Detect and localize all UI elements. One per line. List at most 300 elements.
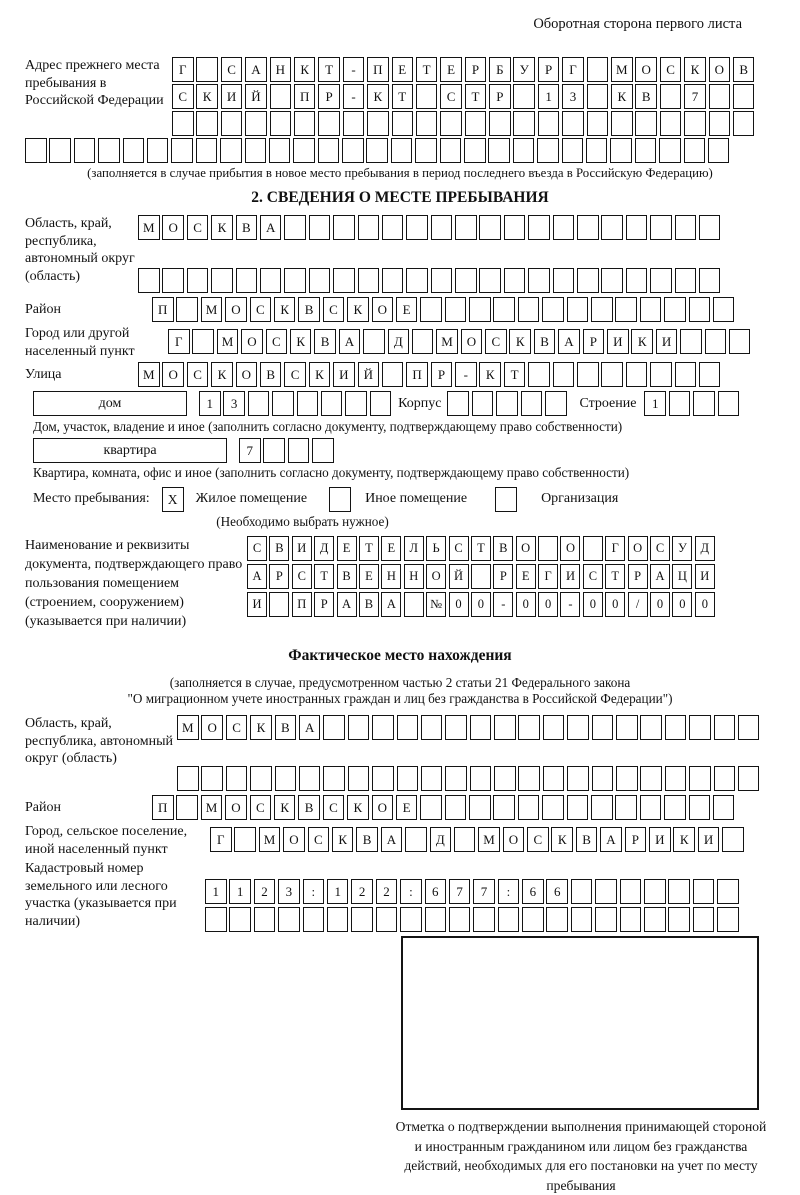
- char-box[interactable]: [416, 111, 438, 136]
- char-box[interactable]: [288, 438, 310, 463]
- char-box[interactable]: К: [309, 362, 331, 387]
- char-box[interactable]: [518, 297, 540, 322]
- char-box[interactable]: [650, 215, 672, 240]
- char-box[interactable]: М: [201, 795, 223, 820]
- char-box[interactable]: [680, 329, 702, 354]
- char-box[interactable]: [172, 111, 194, 136]
- char-box[interactable]: С: [440, 84, 462, 109]
- char-box[interactable]: [722, 827, 744, 852]
- char-box[interactable]: [567, 795, 589, 820]
- char-box[interactable]: С: [250, 795, 272, 820]
- char-box[interactable]: [275, 766, 297, 791]
- char-box[interactable]: А: [247, 564, 267, 589]
- char-box[interactable]: Р: [493, 564, 513, 589]
- char-box[interactable]: Й: [245, 84, 267, 109]
- char-box[interactable]: [689, 297, 711, 322]
- char-box[interactable]: [660, 111, 682, 136]
- char-box[interactable]: А: [600, 827, 622, 852]
- char-box[interactable]: [366, 138, 388, 163]
- char-box[interactable]: Н: [270, 57, 292, 82]
- char-box[interactable]: [405, 827, 427, 852]
- char-box[interactable]: В: [337, 564, 357, 589]
- char-box[interactable]: [343, 111, 365, 136]
- char-box[interactable]: [650, 362, 672, 387]
- char-box[interactable]: [294, 111, 316, 136]
- char-box[interactable]: [421, 766, 443, 791]
- char-box[interactable]: М: [201, 297, 223, 322]
- char-box[interactable]: К: [551, 827, 573, 852]
- char-box[interactable]: [586, 138, 608, 163]
- char-box[interactable]: Е: [396, 795, 418, 820]
- char-box[interactable]: В: [269, 536, 289, 561]
- char-box[interactable]: К: [211, 362, 233, 387]
- char-box[interactable]: 6: [546, 879, 568, 904]
- char-box[interactable]: [498, 907, 520, 932]
- char-box[interactable]: [543, 715, 565, 740]
- char-box[interactable]: [665, 715, 687, 740]
- char-box[interactable]: С: [187, 215, 209, 240]
- char-box[interactable]: -: [343, 57, 365, 82]
- char-box[interactable]: В: [236, 215, 258, 240]
- char-box[interactable]: М: [138, 362, 160, 387]
- char-box[interactable]: [469, 795, 491, 820]
- char-box[interactable]: [714, 715, 736, 740]
- char-box[interactable]: [177, 766, 199, 791]
- char-box[interactable]: [192, 329, 214, 354]
- char-box[interactable]: М: [478, 827, 500, 852]
- char-box[interactable]: В: [534, 329, 556, 354]
- char-box[interactable]: И: [656, 329, 678, 354]
- char-box[interactable]: Е: [392, 57, 414, 82]
- char-box[interactable]: 1: [205, 879, 227, 904]
- char-box[interactable]: О: [516, 536, 536, 561]
- char-box[interactable]: [528, 268, 550, 293]
- char-box[interactable]: [445, 795, 467, 820]
- char-box[interactable]: Р: [314, 592, 334, 617]
- char-box[interactable]: [709, 84, 731, 109]
- char-box[interactable]: [138, 268, 160, 293]
- char-box[interactable]: Р: [431, 362, 453, 387]
- char-box[interactable]: [196, 57, 218, 82]
- char-box[interactable]: [250, 766, 272, 791]
- char-box[interactable]: [263, 438, 285, 463]
- char-box[interactable]: [493, 297, 515, 322]
- char-box[interactable]: [245, 138, 267, 163]
- char-box[interactable]: В: [635, 84, 657, 109]
- char-box[interactable]: [416, 84, 438, 109]
- char-box[interactable]: [626, 268, 648, 293]
- char-box[interactable]: [542, 297, 564, 322]
- char-box[interactable]: [272, 391, 294, 416]
- char-box[interactable]: [397, 766, 419, 791]
- char-box[interactable]: [587, 111, 609, 136]
- char-box[interactable]: А: [299, 715, 321, 740]
- char-box[interactable]: Д: [314, 536, 334, 561]
- char-box[interactable]: 1: [229, 879, 251, 904]
- char-box[interactable]: Т: [314, 564, 334, 589]
- char-box[interactable]: С: [527, 827, 549, 852]
- char-box[interactable]: [518, 795, 540, 820]
- char-box[interactable]: 3: [562, 84, 584, 109]
- char-box[interactable]: П: [294, 84, 316, 109]
- char-box[interactable]: [626, 362, 648, 387]
- char-box[interactable]: [449, 907, 471, 932]
- char-box[interactable]: 2: [254, 879, 276, 904]
- char-box[interactable]: [49, 138, 71, 163]
- char-box[interactable]: А: [260, 215, 282, 240]
- char-box[interactable]: [382, 268, 404, 293]
- char-box[interactable]: [425, 907, 447, 932]
- char-box[interactable]: В: [356, 827, 378, 852]
- char-box[interactable]: С: [660, 57, 682, 82]
- char-box[interactable]: Р: [489, 84, 511, 109]
- char-box[interactable]: :: [303, 879, 325, 904]
- char-box[interactable]: [196, 138, 218, 163]
- char-box[interactable]: [543, 766, 565, 791]
- char-box[interactable]: [431, 215, 453, 240]
- char-box[interactable]: С: [221, 57, 243, 82]
- char-box[interactable]: К: [367, 84, 389, 109]
- char-box[interactable]: К: [211, 215, 233, 240]
- char-box[interactable]: И: [560, 564, 580, 589]
- char-box[interactable]: К: [274, 795, 296, 820]
- char-box[interactable]: [567, 297, 589, 322]
- char-box[interactable]: [640, 766, 662, 791]
- char-box[interactable]: [303, 907, 325, 932]
- char-box[interactable]: [397, 715, 419, 740]
- char-box[interactable]: /: [628, 592, 648, 617]
- char-box[interactable]: [372, 766, 394, 791]
- char-box[interactable]: В: [260, 362, 282, 387]
- char-box[interactable]: Р: [318, 84, 340, 109]
- char-box[interactable]: 6: [522, 879, 544, 904]
- char-box[interactable]: О: [162, 215, 184, 240]
- char-box[interactable]: 7: [473, 879, 495, 904]
- char-box[interactable]: [664, 795, 686, 820]
- char-box[interactable]: [348, 766, 370, 791]
- char-box[interactable]: -: [560, 592, 580, 617]
- char-box[interactable]: [693, 391, 715, 416]
- char-box[interactable]: [269, 592, 289, 617]
- char-box[interactable]: [445, 715, 467, 740]
- char-box[interactable]: [455, 268, 477, 293]
- char-box[interactable]: Г: [172, 57, 194, 82]
- char-box[interactable]: В: [359, 592, 379, 617]
- char-box[interactable]: [601, 268, 623, 293]
- char-box[interactable]: [518, 766, 540, 791]
- char-box[interactable]: [504, 215, 526, 240]
- char-box[interactable]: -: [455, 362, 477, 387]
- char-box[interactable]: С: [449, 536, 469, 561]
- char-box[interactable]: [705, 329, 727, 354]
- char-box[interactable]: :: [400, 879, 422, 904]
- char-box[interactable]: [479, 268, 501, 293]
- char-box[interactable]: [98, 138, 120, 163]
- char-box[interactable]: 3: [278, 879, 300, 904]
- char-box[interactable]: [358, 215, 380, 240]
- char-box[interactable]: О: [201, 715, 223, 740]
- char-box[interactable]: [620, 907, 642, 932]
- char-box[interactable]: Е: [440, 57, 462, 82]
- char-box[interactable]: [220, 138, 242, 163]
- char-box[interactable]: [245, 111, 267, 136]
- char-box[interactable]: [162, 268, 184, 293]
- char-box[interactable]: [455, 215, 477, 240]
- char-box[interactable]: [488, 138, 510, 163]
- char-box[interactable]: [693, 907, 715, 932]
- char-box[interactable]: [567, 715, 589, 740]
- char-box[interactable]: [635, 138, 657, 163]
- char-box[interactable]: -: [493, 592, 513, 617]
- char-box[interactable]: [278, 907, 300, 932]
- char-box[interactable]: [583, 536, 603, 561]
- char-box[interactable]: [494, 766, 516, 791]
- char-box[interactable]: 0: [605, 592, 625, 617]
- char-box[interactable]: [738, 766, 760, 791]
- char-box[interactable]: [312, 438, 334, 463]
- char-box[interactable]: [616, 715, 638, 740]
- char-box[interactable]: С: [250, 297, 272, 322]
- char-box[interactable]: [733, 111, 755, 136]
- char-box[interactable]: [342, 138, 364, 163]
- char-box[interactable]: [504, 268, 526, 293]
- char-box[interactable]: 1: [538, 84, 560, 109]
- char-box[interactable]: Е: [516, 564, 536, 589]
- char-box[interactable]: [562, 138, 584, 163]
- char-box[interactable]: [644, 907, 666, 932]
- char-box[interactable]: [309, 215, 331, 240]
- char-box[interactable]: [270, 111, 292, 136]
- char-box[interactable]: [293, 138, 315, 163]
- char-box[interactable]: [299, 766, 321, 791]
- char-box[interactable]: [440, 138, 462, 163]
- char-box[interactable]: О: [372, 297, 394, 322]
- char-box[interactable]: Ц: [672, 564, 692, 589]
- char-box[interactable]: А: [558, 329, 580, 354]
- char-box[interactable]: [567, 766, 589, 791]
- char-box[interactable]: [591, 297, 613, 322]
- char-box[interactable]: О: [283, 827, 305, 852]
- char-box[interactable]: [713, 297, 735, 322]
- char-box[interactable]: И: [695, 564, 715, 589]
- char-box[interactable]: [464, 138, 486, 163]
- char-box[interactable]: Г: [605, 536, 625, 561]
- char-box[interactable]: [699, 268, 721, 293]
- char-box[interactable]: [577, 215, 599, 240]
- char-box[interactable]: К: [290, 329, 312, 354]
- char-box[interactable]: [254, 907, 276, 932]
- char-box[interactable]: О: [503, 827, 525, 852]
- char-box[interactable]: [297, 391, 319, 416]
- char-box[interactable]: Н: [404, 564, 424, 589]
- char-box[interactable]: [650, 268, 672, 293]
- char-box[interactable]: М: [611, 57, 633, 82]
- char-box[interactable]: [187, 268, 209, 293]
- char-box[interactable]: [445, 297, 467, 322]
- char-box[interactable]: [412, 329, 434, 354]
- char-box[interactable]: К: [196, 84, 218, 109]
- char-box[interactable]: О: [628, 536, 648, 561]
- char-box[interactable]: С: [323, 297, 345, 322]
- char-box[interactable]: [400, 907, 422, 932]
- char-box[interactable]: Е: [396, 297, 418, 322]
- char-box[interactable]: Т: [504, 362, 526, 387]
- char-box[interactable]: [615, 795, 637, 820]
- char-box[interactable]: К: [631, 329, 653, 354]
- char-box[interactable]: [664, 297, 686, 322]
- char-box[interactable]: [640, 715, 662, 740]
- char-box[interactable]: [689, 715, 711, 740]
- char-box[interactable]: [626, 215, 648, 240]
- org-checkbox[interactable]: [495, 487, 517, 512]
- char-box[interactable]: [226, 766, 248, 791]
- char-box[interactable]: [327, 907, 349, 932]
- char-box[interactable]: [176, 297, 198, 322]
- char-box[interactable]: [571, 879, 593, 904]
- char-box[interactable]: [473, 907, 495, 932]
- char-box[interactable]: [465, 111, 487, 136]
- char-box[interactable]: [420, 297, 442, 322]
- char-box[interactable]: [370, 391, 392, 416]
- char-box[interactable]: [660, 84, 682, 109]
- char-box[interactable]: [147, 138, 169, 163]
- char-box[interactable]: [675, 215, 697, 240]
- char-box[interactable]: [513, 111, 535, 136]
- char-box[interactable]: С: [292, 564, 312, 589]
- char-box[interactable]: [236, 268, 258, 293]
- char-box[interactable]: [376, 907, 398, 932]
- char-box[interactable]: Й: [449, 564, 469, 589]
- char-box[interactable]: 1: [327, 879, 349, 904]
- char-box[interactable]: Г: [168, 329, 190, 354]
- char-box[interactable]: [404, 592, 424, 617]
- char-box[interactable]: Д: [430, 827, 452, 852]
- char-box[interactable]: [513, 84, 535, 109]
- char-box[interactable]: [553, 268, 575, 293]
- char-box[interactable]: Т: [471, 536, 491, 561]
- char-box[interactable]: [545, 391, 567, 416]
- char-box[interactable]: К: [274, 297, 296, 322]
- char-box[interactable]: 2: [376, 879, 398, 904]
- char-box[interactable]: [479, 215, 501, 240]
- char-box[interactable]: [470, 715, 492, 740]
- char-box[interactable]: В: [298, 297, 320, 322]
- char-box[interactable]: [718, 391, 740, 416]
- char-box[interactable]: [616, 766, 638, 791]
- char-box[interactable]: [601, 215, 623, 240]
- char-box[interactable]: В: [298, 795, 320, 820]
- char-box[interactable]: Р: [269, 564, 289, 589]
- char-box[interactable]: [592, 715, 614, 740]
- char-box[interactable]: [284, 268, 306, 293]
- zhiloe-checkbox[interactable]: X: [162, 487, 184, 512]
- char-box[interactable]: [587, 57, 609, 82]
- char-box[interactable]: [546, 907, 568, 932]
- char-box[interactable]: [669, 391, 691, 416]
- char-box[interactable]: [601, 362, 623, 387]
- char-box[interactable]: Е: [381, 536, 401, 561]
- char-box[interactable]: [611, 111, 633, 136]
- char-box[interactable]: К: [684, 57, 706, 82]
- char-box[interactable]: [640, 795, 662, 820]
- char-box[interactable]: [309, 268, 331, 293]
- char-box[interactable]: [713, 795, 735, 820]
- char-box[interactable]: [693, 879, 715, 904]
- char-box[interactable]: А: [650, 564, 670, 589]
- char-box[interactable]: [714, 766, 736, 791]
- char-box[interactable]: [708, 138, 730, 163]
- char-box[interactable]: Й: [358, 362, 380, 387]
- char-box[interactable]: [415, 138, 437, 163]
- char-box[interactable]: О: [372, 795, 394, 820]
- char-box[interactable]: 0: [538, 592, 558, 617]
- char-box[interactable]: Е: [337, 536, 357, 561]
- char-box[interactable]: 1: [199, 391, 221, 416]
- char-box[interactable]: Г: [562, 57, 584, 82]
- char-box[interactable]: К: [611, 84, 633, 109]
- char-box[interactable]: [363, 329, 385, 354]
- char-box[interactable]: №: [426, 592, 446, 617]
- char-box[interactable]: У: [672, 536, 692, 561]
- char-box[interactable]: [659, 138, 681, 163]
- char-box[interactable]: [595, 879, 617, 904]
- char-box[interactable]: М: [259, 827, 281, 852]
- char-box[interactable]: Д: [388, 329, 410, 354]
- char-box[interactable]: [717, 907, 739, 932]
- char-box[interactable]: [717, 879, 739, 904]
- char-box[interactable]: Г: [538, 564, 558, 589]
- char-box[interactable]: :: [498, 879, 520, 904]
- char-box[interactable]: [447, 391, 469, 416]
- char-box[interactable]: П: [406, 362, 428, 387]
- char-box[interactable]: М: [217, 329, 239, 354]
- char-box[interactable]: О: [560, 536, 580, 561]
- char-box[interactable]: [421, 715, 443, 740]
- char-box[interactable]: К: [509, 329, 531, 354]
- char-box[interactable]: С: [650, 536, 670, 561]
- char-box[interactable]: [591, 795, 613, 820]
- char-box[interactable]: М: [177, 715, 199, 740]
- char-box[interactable]: [211, 268, 233, 293]
- char-box[interactable]: [513, 138, 535, 163]
- char-box[interactable]: К: [250, 715, 272, 740]
- char-box[interactable]: [699, 215, 721, 240]
- char-box[interactable]: К: [347, 795, 369, 820]
- char-box[interactable]: [538, 111, 560, 136]
- char-box[interactable]: [284, 215, 306, 240]
- char-box[interactable]: О: [635, 57, 657, 82]
- char-box[interactable]: [74, 138, 96, 163]
- char-box[interactable]: [25, 138, 47, 163]
- char-box[interactable]: 3: [223, 391, 245, 416]
- char-box[interactable]: А: [337, 592, 357, 617]
- char-box[interactable]: О: [225, 795, 247, 820]
- char-box[interactable]: [345, 391, 367, 416]
- char-box[interactable]: [538, 536, 558, 561]
- char-box[interactable]: [493, 795, 515, 820]
- char-box[interactable]: [610, 138, 632, 163]
- char-box[interactable]: [470, 766, 492, 791]
- char-box[interactable]: [553, 362, 575, 387]
- char-box[interactable]: [469, 297, 491, 322]
- char-box[interactable]: К: [294, 57, 316, 82]
- char-box[interactable]: В: [733, 57, 755, 82]
- char-box[interactable]: [323, 715, 345, 740]
- char-box[interactable]: [348, 715, 370, 740]
- char-box[interactable]: [269, 138, 291, 163]
- char-box[interactable]: 7: [239, 438, 261, 463]
- char-box[interactable]: [382, 215, 404, 240]
